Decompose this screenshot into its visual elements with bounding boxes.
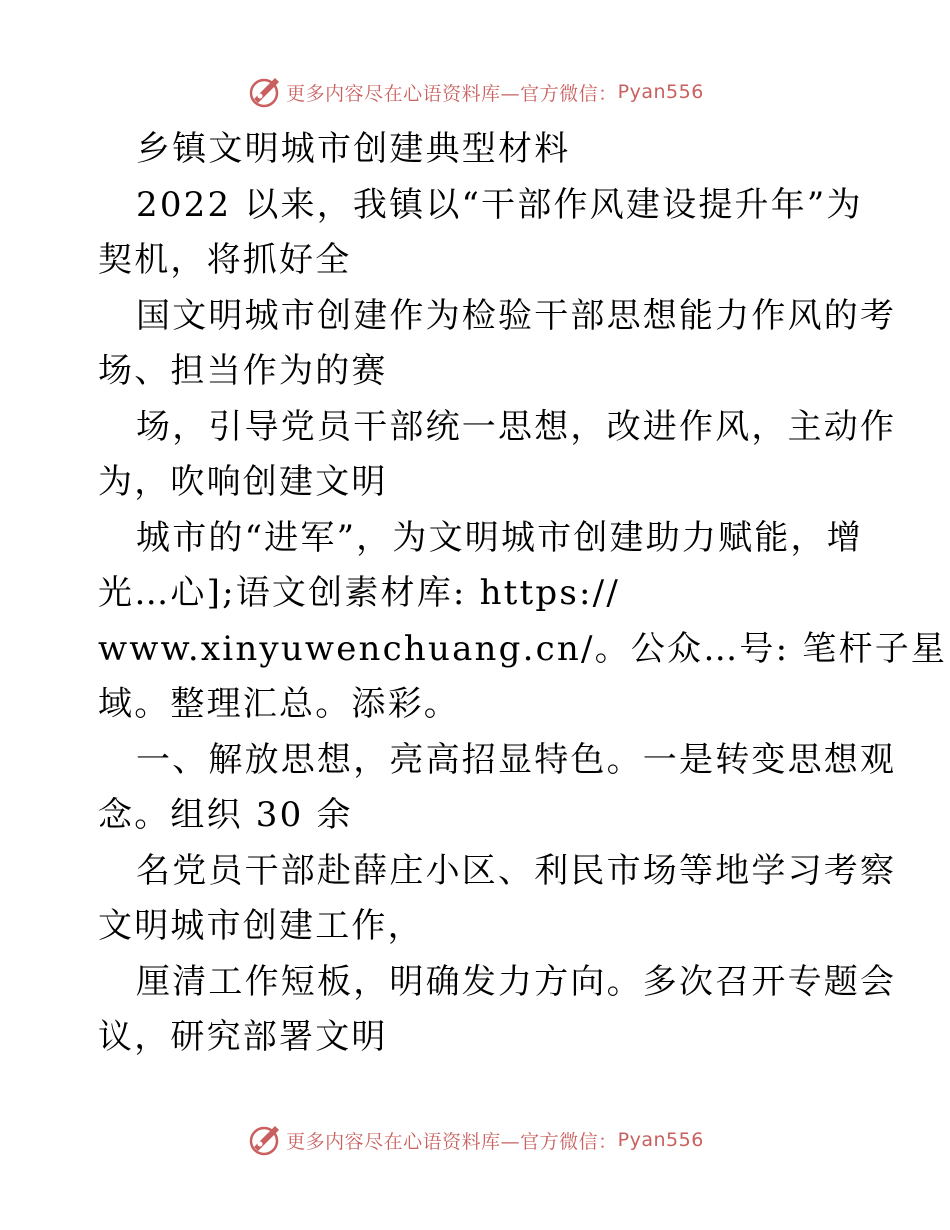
- watermark-text: 更多内容尽在心语资料库—官方微信：: [286, 82, 618, 105]
- pen-nib-circle-icon: [246, 74, 282, 110]
- text-line: 为，吹响创建文明: [98, 462, 388, 502]
- text-line: 光…心];语文创素材库: https://: [98, 573, 620, 613]
- text-line: 念。组织 30 余: [98, 795, 353, 835]
- text-line: 契机，将抓好全: [98, 240, 352, 280]
- pen-nib-circle-icon: [246, 1122, 282, 1158]
- watermark-wechat-id: Pyan556: [617, 81, 704, 103]
- text-line: 文明城市创建工作，: [98, 906, 424, 946]
- footer-watermark: [0, 1120, 950, 1160]
- watermark-wechat-id: Pyan556: [617, 1129, 704, 1151]
- text-line: 一、解放思想，亮高招显特色。一是转变思想观: [136, 739, 897, 780]
- text-line: 域。整理汇总。添彩。: [98, 684, 460, 724]
- text-line: www.xinyuwenchuang.cn/。公众…号: 笔杆子星: [98, 628, 948, 669]
- text-line: 议，研究部署文明: [98, 1017, 388, 1057]
- text-line: 国文明城市创建作为检验干部思想能力作风的考: [136, 295, 897, 336]
- text-line: 场，引导党员干部统一思想，改进作风，主动作: [136, 406, 897, 447]
- text-line: 乡镇文明城市创建典型材料: [136, 129, 571, 169]
- watermark-text: 更多内容尽在心语资料库—官方微信：: [286, 1130, 618, 1153]
- text-line: 2022 以来，我镇以“干部作风建设提升年”为: [136, 184, 863, 225]
- text-line: 名党员干部赴薛庄小区、利民市场等地学习考察: [136, 850, 897, 891]
- document-body: [98, 122, 948, 1066]
- text-line: 城市的“进军”，为文明城市创建助力赋能，增: [136, 517, 863, 558]
- text-line: 厘清工作短板，明确发力方向。多次召开专题会: [136, 961, 897, 1002]
- header-watermark: [0, 72, 950, 112]
- text-line: 场、担当作为的赛: [98, 351, 388, 391]
